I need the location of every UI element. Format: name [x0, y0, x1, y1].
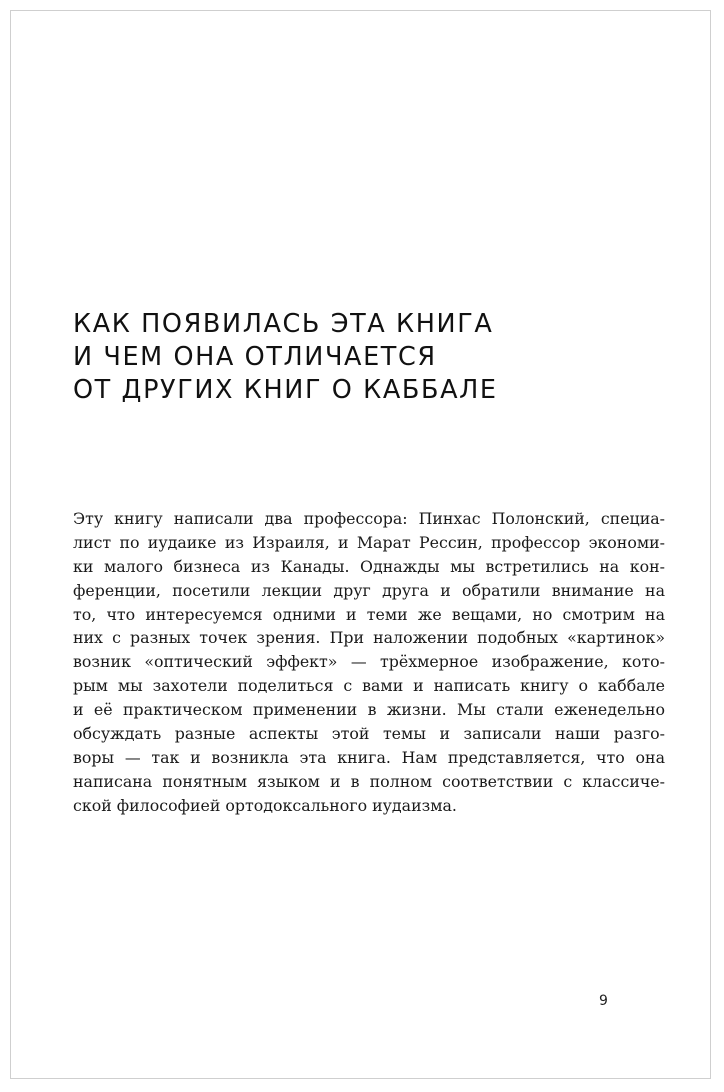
paragraph-line: и её практическом применении в жизни. Мы стали еженедельно [73, 700, 665, 720]
page-number: 9 [599, 993, 608, 1009]
paragraph-line: рым мы захотели поделиться с вами и написать книгу о каббале [73, 676, 665, 696]
chapter-title-line: КАК ПОЯВИЛАСЬ ЭТА КНИГА [73, 309, 494, 339]
paragraph-line: воры — так и возникла эта книга. Нам представляется, что она [73, 747, 665, 767]
paragraph-line: ской философией ортодоксального иудаизма. [73, 795, 457, 815]
paragraph-line: Эту книгу написали два профессора: Пинхас Полонский, специа- [73, 509, 665, 528]
paragraph-line: обсуждать разные аспекты этой темы и записали наши разго- [73, 724, 665, 744]
chapter-title-line: И ЧЕМ ОНА ОТЛИЧАЕТСЯ [73, 342, 437, 372]
chapter-title-line: ОТ ДРУГИХ КНИГ О КАББАЛЕ [73, 375, 498, 405]
paragraph-line: написана понятным языком и в полном соответствии с классиче- [73, 771, 665, 791]
paragraph-line: них с разных точек зрения. При наложении подобных «картинок» [73, 628, 665, 648]
chapter-title [73, 308, 673, 407]
paragraph-line: то, что интересуемся одними и теми же вещами, но смотрим на [73, 604, 665, 624]
body-paragraph [73, 507, 665, 818]
paragraph-line: ки малого бизнеса из Канады. Однажды мы встретились на кон- [73, 556, 665, 576]
paragraph-line: лист по иудаике из Израиля, и Марат Рессин, профессор экономи- [73, 532, 665, 552]
book-page [10, 10, 711, 1079]
paragraph-line: ференции, посетили лекции друг друга и обратили внимание на [73, 580, 665, 600]
paragraph-line: возник «оптический эффект» — трёхмерное изображение, кото- [73, 652, 665, 672]
